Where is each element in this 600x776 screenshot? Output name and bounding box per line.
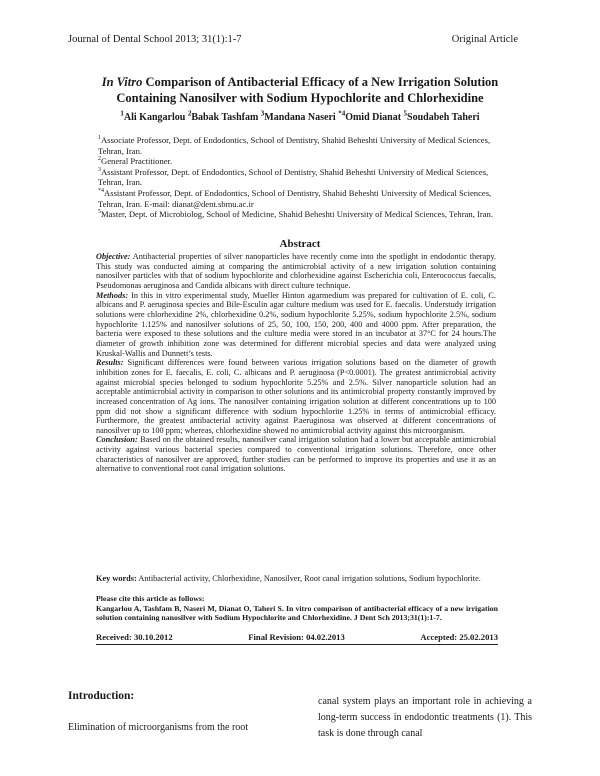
results-text: Significant differences were found between various irrigation solutions based on the diameter of growth inhibition zones for E. faecalis, E. coli, C. albicans and P. aeruginosa (P<0.0001). The greatest antimicrobial activity against microbial species belonged to sodium hypochlorite 5.25% and 2.5%. Silver nanoparticle solution had an acceptable antimicrobial activity in comparison to other solutions and its antimicrobial property constantly improved by increased concentration of Ag ions. The nanosilver containing irrigation solution at different concentrations up to 100 ppm did not show a significant difference with sodium hypochlorite 1.25% in terms of antimicrobial efficacy. Furthermore, the greatest antibacterial activity against P.aeruginosa was observed at different concentrations of nanosilver up to 100 ppm; whereas, chlorhexidine showed no antimicrobial activity against this microorganism.	[96, 358, 496, 435]
methods-label: Methods:	[96, 290, 129, 300]
affiliation	[98, 167, 502, 188]
introduction-right-column: canal system plays an important role in achieving a long-term success in endodontic treatments (1). This task is done through canal	[318, 696, 532, 739]
author-sup: 1	[120, 109, 124, 118]
author-sup: 2	[187, 109, 192, 118]
title-line2: Containing Nanosilver with Sodium Hypochlorite and Chlorhexidine	[116, 91, 484, 105]
affiliation	[98, 135, 502, 156]
conclusion-text: Based on the obtained results, nanosilver canal irrigation solution had a lower but acceptable antimicrobial activity against various bacterial species compared to conventional irrigation solutions. Therefore, once other characteristics of nanosilver are approved, further studies can be performed to improve its properties and use it as an alternative to conventional root canal irrigation solutions.	[96, 435, 496, 474]
conclusion-label: Conclusion:	[96, 435, 138, 445]
author-sup: 5	[403, 109, 408, 118]
article-type: Original Article	[451, 34, 518, 45]
abstract-conclusion	[96, 435, 496, 474]
abstract-objective	[96, 252, 496, 291]
author-sup: 3	[260, 109, 265, 118]
introduction-left-column: Elimination of microorganisms from the root	[68, 722, 249, 733]
introduction-heading: Introduction:	[68, 690, 135, 702]
affiliation-text: General Practitioner.	[101, 156, 173, 167]
received-date: Received: 30.10.2012	[96, 632, 173, 642]
affiliation-text: Assistant Professor, Dept. of Endodontics, School of Dentistry, Shahid Beheshti University of Medical Sciences, Tehran, Iran. E-mail: dianat@dent.sbmu.ac.ir	[98, 187, 492, 209]
accepted-date: Accepted: 25.02.2013	[420, 632, 498, 642]
keywords-line	[96, 574, 496, 584]
affiliation	[98, 188, 502, 209]
citation-heading: Please cite this article as follows:	[96, 594, 205, 603]
affiliation	[98, 156, 502, 167]
objective-text: Antibacterial properties of silver nanoparticles have recently come into the spotlight in endodontic therapy. This study was conducted aiming at comparing the antimicrobial activity of a new irrigation solution containing nanosilver particles with that of sodium hypochlorite and chlorhexidine against Escherichia coli, Enterococcus faecalis, Pseudomonas aeruginosa and Candida albicans with direct culture technique.	[96, 252, 496, 290]
running-header	[68, 34, 518, 45]
author-name: Ali Kangarlou	[123, 112, 188, 123]
journal-citation: Journal of Dental School 2013; 31(1):1-7	[68, 34, 242, 45]
methods-text: In this in vitro experimental study, Mueller Hinton agarmedium was prepared for cultivation of E. coli, C. albicans and P. aeruginosa species and Bile-Esculin agar culture medium was used for E. faecalis. Understudy irrigation solutions were chlorhexidine 2%, chlorhexidine 0.2%, sodium hypochlorite 5.25%, sodium hypochlorite 2.5%, sodium hypochlorite 1.125% and nanosilver solutions of 25, 50, 100, 150, 200, 400 and 4000 ppm. After preparation, the bacteria were exposed to these solutions and the culture media were stored in an incubator at 37°C for 24 hours.The diameter of growth inhibition zone was determined for different microbial species and data were analyzed using Kruskal-Wallis and Dunnett’s tests.	[96, 290, 496, 358]
article-title	[60, 74, 540, 106]
keywords-label: Key words:	[96, 574, 137, 583]
keywords-text: Antibacterial activity, Chlorhexidine, Nanosilver, Root canal irrigation solutions, Sodium hypochlorite.	[136, 574, 481, 583]
results-label: Results:	[96, 358, 124, 368]
author-name: Babak Tashfam	[191, 112, 261, 123]
author-name: Omid Dianat	[345, 112, 404, 123]
objective-label: Objective:	[96, 252, 131, 261]
keywords	[96, 574, 496, 584]
affiliation-sup: 5	[98, 209, 102, 216]
article-dates	[96, 632, 498, 645]
abstract-body	[96, 252, 496, 474]
citation-text: Kangarlou A, Tashfam B, Naseri M, Dianat O, Taheri S. In vitro comparison of antibacterial efficacy of a new irrigation solution containing nanosilver with Sodium Hypochlorite and Chlorhexidine. J Dent Sch 2013;31(1):1-7.	[96, 604, 498, 623]
affiliation-sup: *4	[98, 188, 105, 195]
affiliations	[98, 135, 502, 220]
final-revision-date: Final Revision: 04.02.2013	[248, 632, 345, 642]
affiliation	[98, 209, 502, 220]
affiliation-text: Master, Dept. of Microbiolog, School of Medicine, Shahid Beheshti University of Medical Sciences, Tehran, Iran.	[101, 209, 493, 220]
author-list	[60, 109, 540, 123]
abstract-results	[96, 358, 496, 435]
author-sup: *4	[338, 109, 346, 118]
author-name: Mandana Naseri	[264, 112, 339, 123]
affiliation-sup: 1	[98, 135, 102, 142]
affiliation-text: Assistant Professor, Dept. of Endodontics, School of Dentistry, Shahid Beheshti University of Medical Sciences, Tehran, Iran.	[98, 166, 489, 188]
affiliation-sup: 2	[98, 156, 102, 163]
title-italic: In Vitro	[101, 75, 143, 89]
author-name: Soudabeh Taheri	[407, 112, 480, 123]
affiliation-sup: 3	[98, 166, 102, 173]
affiliation-text: Associate Professor, Dept. of Endodontics, School of Dentistry, Shahid Beheshti University of Medical Sciences, Tehran, Iran.	[98, 135, 491, 156]
abstract-heading: Abstract	[279, 238, 321, 250]
title-line1: Comparison of Antibacterial Efficacy of a New Irrigation Solution	[142, 75, 499, 89]
abstract-methods	[96, 291, 496, 359]
